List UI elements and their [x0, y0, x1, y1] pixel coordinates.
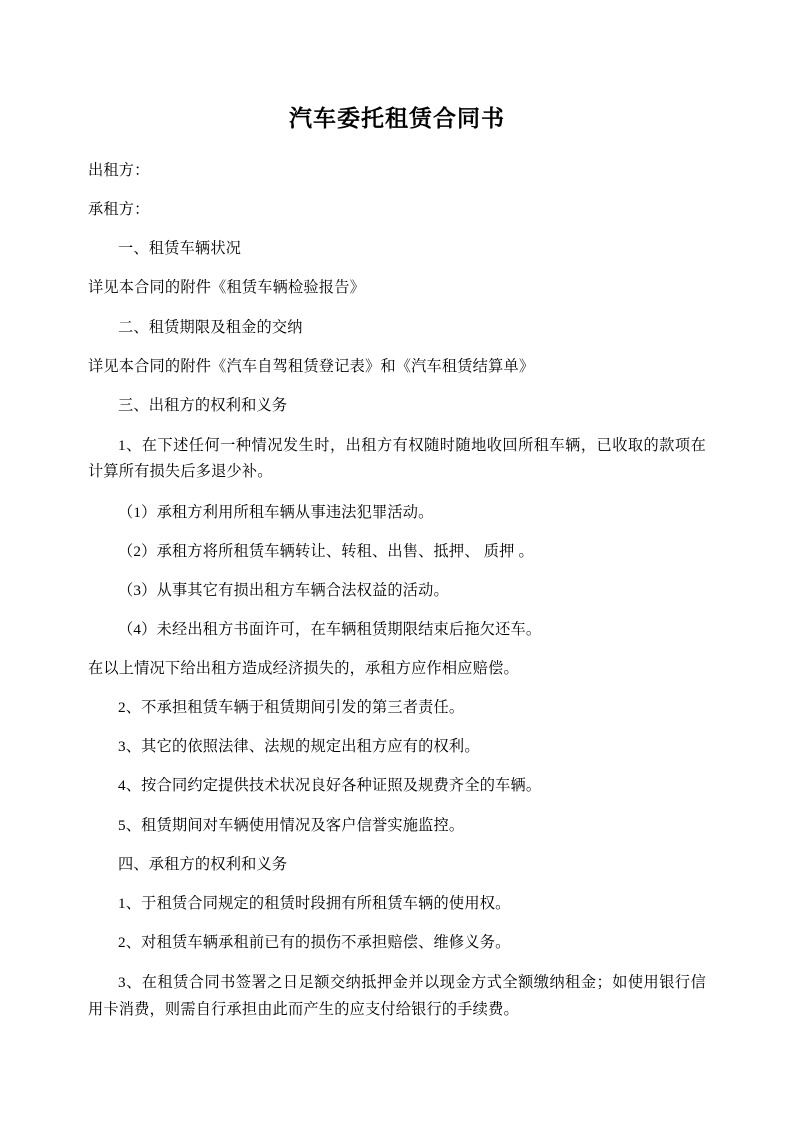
- section-heading-two: 二、租赁期限及租金的交纳: [118, 318, 303, 336]
- paragraph-lessor-item-1-sub-1: （1）承租方利用所租车辆从事违法犯罪活动。: [118, 503, 434, 521]
- section-heading-four: 四、承租方的权利和义务: [118, 855, 288, 873]
- paragraph-lessor-item-2: 2、不承担租赁车辆于租赁期间引发的第三者责任。: [118, 699, 465, 717]
- paragraph-compensation-note: 在以上情况下给出租方造成经济损失的，承租方应作相应赔偿。: [88, 660, 519, 678]
- paragraph-lessee-item-2: 2、对租赁车辆承租前已有的损伤不承担赔偿、维修义务。: [118, 933, 511, 951]
- paragraph-lessor-label: 出租方：: [88, 162, 150, 179]
- paragraph-lessor-item-1: 1、在下述任何一种情况发生时，出租方有权随时随地收回所租车辆，已收取的款项在计算所有损失后多退少补。: [88, 436, 706, 481]
- paragraph-lessor-item-1-sub-2: （2）承租方将所租赁车辆转让、转租、出售、抵押、 质押 。: [118, 542, 534, 560]
- paragraph-lessor-item-5: 5、租赁期间对车辆使用情况及客户信誉实施监控。: [118, 816, 465, 834]
- paragraph-lessee-label: 承租方：: [88, 201, 150, 219]
- paragraph-lessor-item-1-sub-3: （3）从事其它有损出租方车辆合法权益的活动。: [118, 581, 449, 599]
- paragraph-lessor-item-3: 3、其它的依照法律、法规的规定出租方应有的权利。: [118, 738, 480, 756]
- paragraph-lessor-item-4: 4、按合同约定提供技术状况良好各种证照及规费齐全的车辆。: [118, 777, 542, 795]
- page-title: 汽车委托租赁合同书: [289, 106, 505, 131]
- section-heading-three: 三、出租方的权利和义务: [118, 396, 288, 414]
- paragraph-lessor-item-1-sub-4: （4）未经出租方书面许可，在车辆租赁期限结束后拖欠还车。: [118, 620, 542, 638]
- paragraph-lessee-item-1: 1、于租赁合同规定的租赁时段拥有所租赁车辆的使用权。: [118, 894, 511, 912]
- paragraph-vehicle-inspection-ref: 详见本合同的附件《租赁车辆检验报告》: [88, 279, 365, 297]
- paragraph-registration-ref: 详见本合同的附件《汽车自驾租赁登记表》和《汽车租赁结算单》: [88, 357, 535, 375]
- section-heading-one: 一、租赁车辆状况: [118, 240, 242, 258]
- paragraph-lessee-item-3: 3、在租赁合同书签署之日足额交纳抵押金并以现金方式全额缴纳租金；如使用银行信用卡消费，则需自行承担由此而产生的应支付给银行的手续费。: [88, 974, 706, 1018]
